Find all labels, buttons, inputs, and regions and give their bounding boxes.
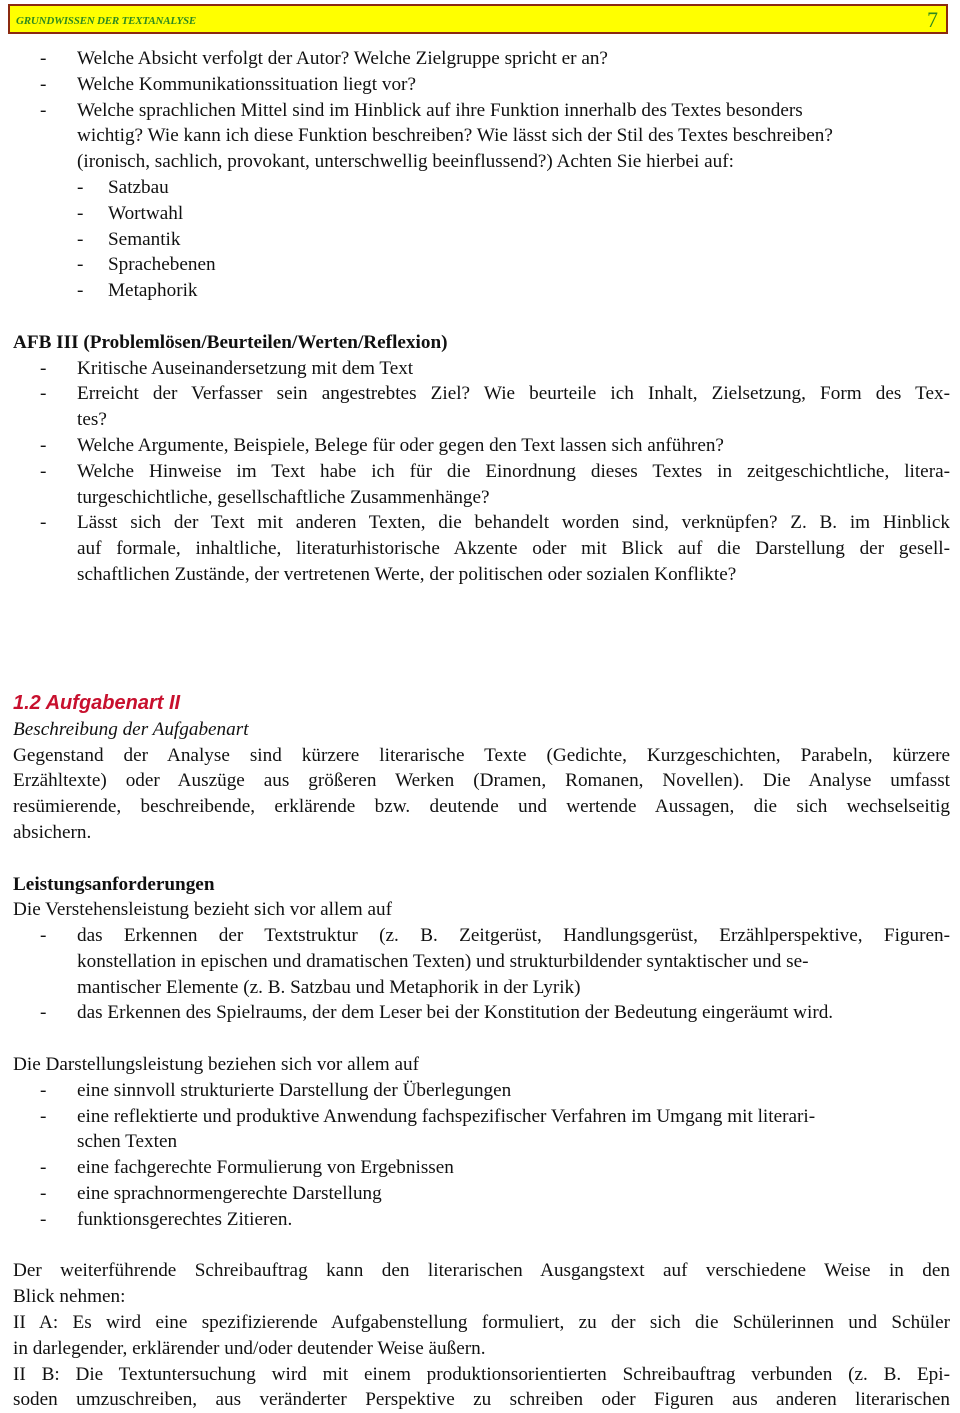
line-text: eine fachgerechte Formulierung von Ergebnissen — [77, 1157, 454, 1179]
line-text: Welche Absicht verfolgt der Autor? Welche Zielgruppe spricht er an? — [77, 48, 608, 69]
bullet-dash: - — [40, 1208, 47, 1230]
line-text: Erzähltexte) oder Auszüge aus größeren Werken (Dramen, Romanen, Novellen). Die Analyse umfasst — [13, 770, 950, 792]
list-item-continuation — [0, 407, 960, 433]
list-item — [0, 98, 960, 124]
list-item-continuation — [0, 149, 960, 175]
bullet-dash: - — [77, 254, 84, 276]
bullet-dash: - — [40, 1079, 47, 1101]
document-body — [0, 46, 960, 1413]
list-item — [0, 356, 960, 382]
paragraph-line — [0, 1362, 960, 1388]
line-text: AFB III (Problemlösen/Beurteilen/Werten/Reflexion) — [13, 331, 448, 353]
line-text: das Erkennen des Spielraums, der dem Leser bei der Konstitution der Bedeutung eingeräumt wird. — [77, 1002, 834, 1024]
line-text: eine sinnvoll strukturierte Darstellung der Überlegungen — [77, 1079, 512, 1101]
line-text: Blick nehmen: — [13, 1286, 126, 1308]
line-text: Welche Kommunikationssituation liegt vor? — [77, 73, 416, 95]
paragraph-line — [0, 794, 960, 820]
list-item — [0, 1207, 960, 1233]
line-text: resümierende, beschreibende, erklärende bzw. deutende und wertende Aussagen, die sich wechselseitig — [13, 796, 950, 818]
bullet-dash: - — [40, 1002, 47, 1024]
bullet-dash: - — [77, 202, 84, 224]
line-text: Lässt sich der Text mit anderen Texten, die behandelt worden sind, verknüpfen? Z. B. im Hinblick — [77, 512, 950, 534]
line-text: auf formale, inhaltliche, literaturhistorische Akzente oder mit Blick auf die Darstellung der gesell- — [77, 538, 950, 560]
paragraph-line — [0, 820, 960, 846]
paragraph-line — [0, 1387, 960, 1413]
paragraph-line — [0, 743, 960, 769]
bullet-dash: - — [40, 383, 47, 405]
blank-line — [0, 665, 960, 691]
line-text: schen Texten — [77, 1131, 178, 1153]
line-text: das Erkennen der Textstruktur (z. B. Zeitgerüst, Handlungsgerüst, Erzählperspektive, Figuren- — [77, 925, 950, 947]
line-text: Satzbau — [108, 176, 169, 198]
page-header-bar — [8, 4, 948, 34]
blank-line — [0, 846, 960, 872]
bullet-dash: - — [40, 1183, 47, 1205]
bullet-dash: - — [77, 176, 84, 198]
list-item-continuation — [0, 949, 960, 975]
sub-list-item — [0, 227, 960, 253]
line-text: Semantik — [108, 228, 181, 250]
line-text: Der weiterführende Schreibauftrag kann den literarischen Ausgangstext auf verschiedene Weise in den — [13, 1260, 950, 1282]
bullet-dash: - — [40, 925, 47, 947]
bullet-dash: - — [40, 1105, 47, 1127]
list-item-continuation — [0, 536, 960, 562]
line-text: 1.2 Aufgabenart II — [13, 691, 181, 714]
chapter-heading — [0, 691, 960, 717]
bullet-dash: - — [40, 48, 47, 69]
blank-line — [0, 1233, 960, 1259]
running-header-title: GRUNDWISSEN DER TEXTANALYSE — [16, 15, 197, 27]
paragraph-line — [0, 1336, 960, 1362]
line-text: Die Verstehensleistung bezieht sich vor allem auf — [13, 899, 393, 921]
line-text: Erreicht der Verfasser sein angestrebtes Ziel? Wie beurteile ich Inhalt, Zielsetzung, Form des Tex- — [77, 383, 950, 405]
list-item — [0, 1000, 960, 1026]
line-text: mantischer Elemente (z. B. Satzbau und Metaphorik in der Lyrik) — [77, 976, 581, 998]
line-text: wichtig? Wie kann ich diese Funktion beschreiben? Wie lässt sich der Stil des Textes beschreiben? — [77, 125, 833, 147]
list-item — [0, 1078, 960, 1104]
line-text: (ironisch, sachlich, provokant, unterschwellig beeinflussend?) Achten Sie hierbei auf: — [77, 151, 734, 173]
line-text: Gegenstand der Analyse sind kürzere literarische Texte (Gedichte, Kurzgeschichten, Parabeln, kürzere — [13, 744, 950, 766]
list-item-continuation — [0, 562, 960, 588]
list-item-continuation — [0, 485, 960, 511]
paragraph-line — [0, 1310, 960, 1336]
list-item — [0, 1155, 960, 1181]
list-item — [0, 510, 960, 536]
list-item-continuation — [0, 975, 960, 1001]
paragraph-line — [0, 768, 960, 794]
sub-list-item — [0, 252, 960, 278]
line-text: Wortwahl — [108, 202, 184, 224]
line-text: soden umzuschreiben, aus veränderter Perspektive zu schreiben oder Figuren aus anderen literarischen — [13, 1389, 950, 1411]
line-text: Leistungsanforderungen — [13, 873, 215, 895]
bullet-dash: - — [77, 280, 84, 302]
blank-line — [0, 639, 960, 665]
list-item-continuation — [0, 1129, 960, 1155]
bullet-dash: - — [40, 73, 47, 95]
line-text: funktionsgerechtes Zitieren. — [77, 1208, 293, 1230]
paragraph-line — [0, 1052, 960, 1078]
line-text: Sprachebenen — [108, 254, 216, 276]
line-text: eine reflektierte und produktive Anwendung fachspezifischer Verfahren im Umgang mit literari- — [77, 1105, 816, 1127]
bullet-dash: - — [40, 512, 47, 534]
subheading — [0, 717, 960, 743]
blank-line — [0, 1026, 960, 1052]
line-text: II B: Die Textuntersuchung wird mit einem produktionsorientierten Schreibauftrag verbunden (z. B. Epi- — [13, 1363, 950, 1385]
line-text: eine sprachnormengerechte Darstellung — [77, 1183, 382, 1205]
list-item — [0, 459, 960, 485]
blank-line — [0, 614, 960, 640]
list-item — [0, 433, 960, 459]
sub-list-item — [0, 278, 960, 304]
paragraph-line — [0, 1284, 960, 1310]
section-heading — [0, 330, 960, 356]
line-text: turgeschichtliche, gesellschaftliche Zusammenhänge? — [77, 486, 490, 508]
line-text: in darlegender, erklärender und/oder deutender Weise äußern. — [13, 1337, 486, 1359]
line-text: Welche sprachlichen Mittel sind im Hinblick auf ihre Funktion innerhalb des Textes besonders — [77, 99, 803, 121]
line-text: schaftlichen Zustände, der vertretenen Werte, der politischen oder sozialen Konflikte? — [77, 563, 737, 585]
line-text: Die Darstellungsleistung beziehen sich vor allem auf — [13, 1054, 420, 1076]
line-text: konstellation in epischen und dramatischen Texten) und strukturbildender syntaktischer und se- — [77, 950, 809, 972]
line-text: Metaphorik — [108, 280, 198, 302]
bullet-dash: - — [40, 99, 47, 121]
bullet-dash: - — [40, 460, 47, 482]
line-text: Welche Argumente, Beispiele, Belege für oder gegen den Text lassen sich anführen? — [77, 434, 724, 456]
paragraph-line — [0, 897, 960, 923]
bullet-dash: - — [77, 228, 84, 250]
line-text: II A: Es wird eine spezifizierende Aufgabenstellung formuliert, zu der sich die Schülerinnen und Schüler — [13, 1312, 950, 1334]
line-text: absichern. — [13, 821, 92, 843]
section-heading — [0, 872, 960, 898]
line-text: Welche Hinweise im Text habe ich für die Einordnung dieses Textes in zeitgeschichtliche, litera- — [77, 460, 950, 482]
list-item — [0, 381, 960, 407]
bullet-dash: - — [40, 434, 47, 456]
line-text: Beschreibung der Aufgabenart — [13, 718, 249, 740]
bullet-dash: - — [40, 1157, 47, 1179]
page-number: 7 — [927, 7, 938, 32]
sub-list-item — [0, 175, 960, 201]
paragraph-line — [0, 1258, 960, 1284]
list-item — [0, 1181, 960, 1207]
line-text: Kritische Auseinandersetzung mit dem Text — [77, 357, 414, 379]
blank-line — [0, 304, 960, 330]
list-item — [0, 72, 960, 98]
line-text: tes? — [77, 409, 107, 431]
sub-list-item — [0, 201, 960, 227]
list-item — [0, 923, 960, 949]
blank-line — [0, 588, 960, 614]
list-item — [0, 1104, 960, 1130]
list-item-continuation — [0, 123, 960, 149]
bullet-dash: - — [40, 357, 47, 379]
list-item — [0, 46, 960, 72]
